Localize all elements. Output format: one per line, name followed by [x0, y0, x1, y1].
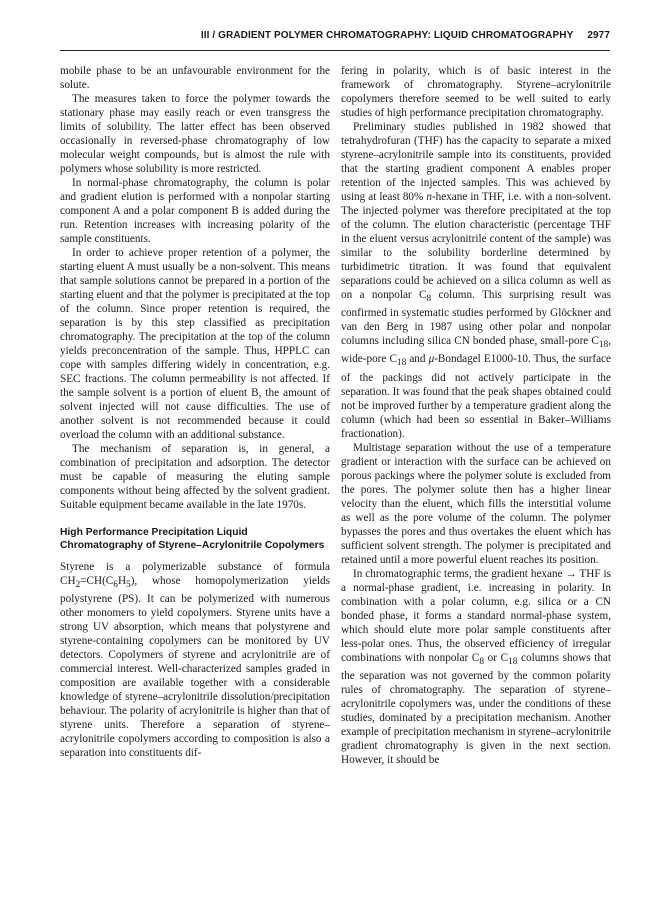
text-run: ), whose homopolymerization yields polystyrene (PS). It can be polymerized with numerous other monomers to yield copolymers. Styrene units have a strong UV absorption, which means that polystyrene and styrene-containing copolymers can be monitored by UV detectors. Copolymers of styrene and acrylonitrile are of commercial interest. Well-characterized samples graded in composition are available together with a considerable knowledge of styrene–acrylonitrile dissolution/precipitation behaviour. The polarity of acrylonitrile is higher than that of styrene units. Therefore a separation of styrene–acrylonitrile copolymers according to composition is also a separation into constituents dif- — [60, 575, 330, 760]
left-paragraph-5: The mechanism of separation is, in general, a combination of precipitation and adsorption. The detector must be capable of measuring the eluting sample components without being affected by the solvent gradient. Suitable equipment became available in the late 1970s. — [60, 443, 330, 511]
subscript: 2 — [75, 580, 81, 591]
text-run: column. This surprising result was confirmed in systematic studies performed by Glöckner and van den Berg in 1987 using other polar and nonpolar columns including silica CN bonded phase, small-pore C — [341, 289, 611, 348]
left-paragraph-2: The measures taken to force the polymer towards the stationary phase may easily reach or even transgress the limits of solubility. The latter effect has been observed occasionally in reversed-phase chromatography of low molecular weight compounds, but is almost the rule with polymers whose solubility is more restricted. — [60, 93, 330, 175]
running-title: III / GRADIENT POLYMER CHROMATOGRAPHY: LIQUID CHROMATOGRAPHY — [200, 30, 574, 41]
subscript: 8 — [426, 294, 432, 305]
left-paragraph-3: In normal-phase chromatography, the column is polar and gradient elution is performed with a nonpolar starting component A and a polar component B is added during the run. Retention increases with increasing polarity of the sample constituents. — [60, 177, 330, 245]
text-run: -Bondagel E1000-10. Thus, the surface of the packings did not actively participate in the separation. It was found that the peak shapes obtained could not be improved further by a temperature gradient along the column (which had been so essential in Baker–Williams fractionation). — [341, 353, 611, 440]
page-number: 2977 — [587, 30, 610, 41]
right-paragraph-3: Multistage separation without the use of a temperature gradient or interaction with the surface can be achieved on porous packings where the polymer solute is excluded from the pores. The polymer solute then has a higher linear velocity than the eluent, which fills the interstitial volume as well as the pore volume of the column. The polymer bypasses the pores and thus overtakes the eluent which has sufficient solvent strength. The polymer is precipitated and retained until a more powerful eluent reaches its position. — [341, 441, 611, 566]
text-run: columns shows that the separation was not governed by the common polarity rules of chromatography. The separation of styrene–acrylonitrile copolymers was, under the conditions of these studies, dominated by a precipitation mechanism. Another example of precipitation mechanism in styrene–acrylonitrile gradient chromatography is given in the next section. However, it should be — [341, 651, 611, 766]
left-paragraph-4: In order to achieve proper retention of a polymer, the starting eluent A must usually be a non-solvent. This means that sample solutions cannot be prepared in a portion of the starting eluent and that the polymer is precipitated at the top of the column. Since proper retention is required, the separation is by this step classified as precipitation chromatography. The precipitation at the top of the column yields preconcentration of the sample. Thus, HPPLC can cope with samples differing widely in concentration, e.g. SEC fractions. The column permeability is not affected. If the sample solvent is a portion of eluent B, the amount of solvent injected will not cause difficulties. The use of another solvent is not recommended because it could overload the column with an additional substance. — [60, 247, 330, 441]
left-paragraph-1: mobile phase to be an unfavourable environment for the solute. — [60, 65, 330, 91]
running-header — [60, 30, 610, 51]
text-run: or C — [484, 651, 509, 664]
subscript: 18 — [508, 656, 518, 667]
right-paragraph-4 — [341, 567, 611, 767]
text-run: =CH(C — [80, 575, 114, 587]
italic-text: n — [426, 191, 432, 203]
left-paragraph-6 — [60, 560, 330, 760]
subscript: 18 — [598, 340, 609, 351]
right-column — [341, 64, 611, 767]
subscript: 6 — [113, 580, 118, 591]
text-run: Styrene is a polymerizable substance of formula CH — [60, 561, 330, 587]
subscript: 5 — [126, 580, 131, 591]
italic-text: μ — [428, 353, 435, 366]
right-paragraph-1: fering in polarity, which is of basic interest in the framework of chromatography. Styrene–acrylonitrile copolymers therefore seemed to be well suited to early studies of high performance precipitation chromatography. — [341, 65, 611, 119]
text-run: , wide-pore C — [341, 335, 611, 366]
right-paragraph-2 — [341, 120, 611, 441]
text-run: Preliminary studies published in 1982 showed that tetrahydrofuran (THF) has the capacity to separate a mixed styrene–acrylonitrile sample into its constituents, provided that the starting gradient component A enables proper retention of the injected samples. This was achieved by using at least 80% — [341, 121, 611, 203]
text-run: In chromatographic terms, the gradient hexane → THF is a normal-phase gradient, i.e. increasing in polarity. In combination with a polar column, e.g. silica or a CN bonded phase, it forms a standard normal-phase system, which should elute more polar sample constituents after less-polar ones. Thus, the observed efficiency of irregular combinations with nonpolar C — [341, 567, 611, 664]
subscript: 8 — [479, 656, 484, 667]
subscript: 18 — [396, 358, 407, 369]
text-run: -hexane in THF, i.e. with a non-solvent. The injected polymer was therefore precipitated at the top of the column. The elution characteristic (percentage THF in the eluent versus acrylonitrile content of the sample) was similar to the solubility borderline determined by turbidimetric titration. It was found that equivalent separations could be achieved on a silica column as well as on a nonpolar C — [341, 191, 611, 301]
left-column — [60, 64, 330, 760]
section-heading: High Performance Precipitation Liquid Chromatography of Styrene–Acrylonitrile Copolymers — [60, 527, 325, 551]
text-run: H — [117, 575, 127, 587]
text-run: and — [406, 353, 429, 366]
